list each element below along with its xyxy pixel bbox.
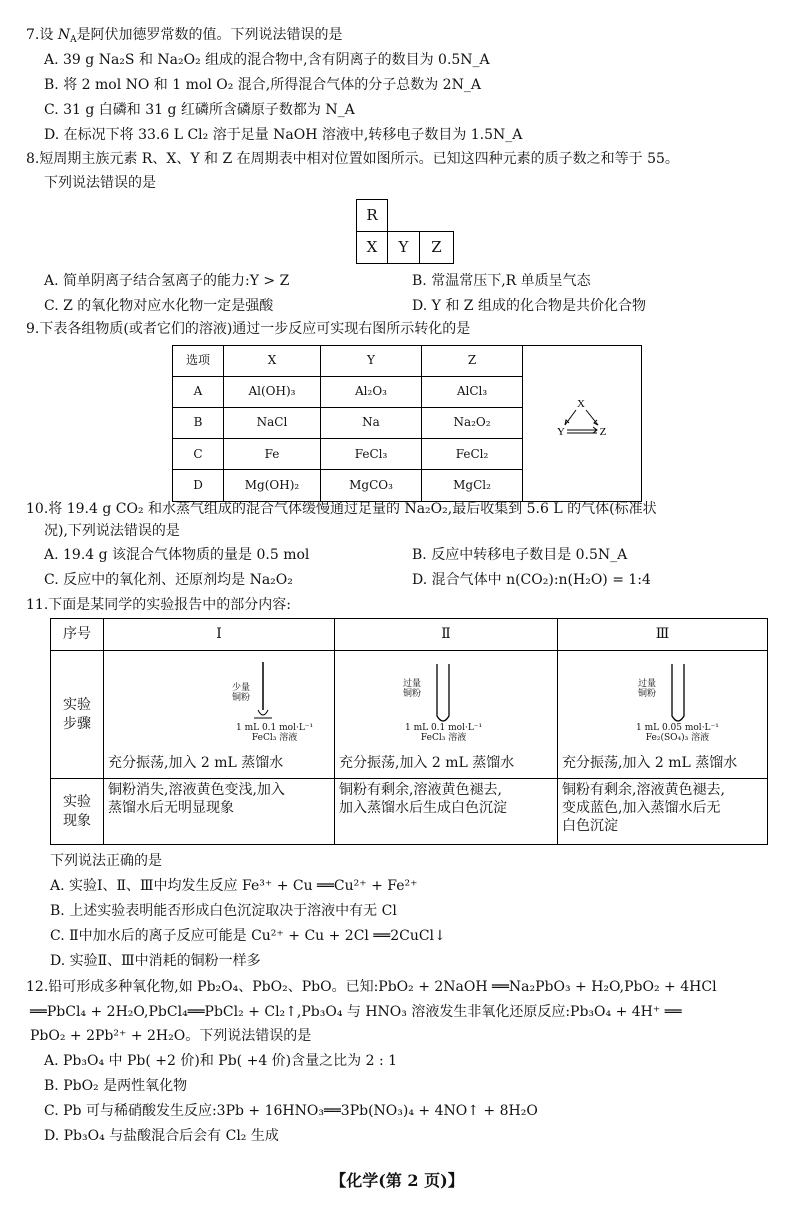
q12-option-a: A. Pb₃O₄ 中 Pb( +2 价)和 Pb( +4 价)含量之比为 2 : 1	[44, 1053, 398, 1069]
table-header: X	[224, 346, 321, 377]
table-cell: AlCl₃	[422, 377, 523, 408]
grid-cell-x: X	[356, 231, 388, 264]
table-cell: FeCl₃	[321, 439, 422, 470]
q11-stem: 11.下面是某同学的实验报告中的部分内容:	[26, 597, 291, 613]
tube-bottom-label-2: 1 mL 0.1 mol·L⁻¹ FeCl₃ 溶液	[405, 723, 483, 744]
table-cell: MgCl₂	[422, 470, 523, 501]
q7-option-c: C. 31 g 白磷和 31 g 红磷所含磷原子数都为 N_A	[44, 102, 355, 118]
tube-bottom-label-1: 1 mL 0.1 mol·L⁻¹ FeCl₃ 溶液	[236, 723, 314, 744]
table-cell: Na	[321, 408, 422, 439]
table-cell: A	[173, 377, 224, 408]
table-header: 序号	[51, 619, 104, 651]
q10-option-c: C. 反应中的氧化剂、还原剂均是 Na₂O₂	[44, 572, 293, 588]
table-cell: Fe	[224, 439, 321, 470]
row-label-steps: 实验 步骤	[51, 651, 104, 779]
table-header: Y	[321, 346, 422, 377]
table-header: Ⅱ	[335, 619, 558, 651]
diagram-label-x: X	[577, 398, 585, 410]
q8-option-c: C. Z 的氧化物对应水化物一定是强酸	[44, 298, 274, 314]
table-cell: FeCl₂	[422, 439, 523, 470]
tube-top-label-1: 少量 铜粉	[232, 683, 251, 704]
tube-figure-1	[108, 656, 330, 754]
phenomenon-1: 铜粉消失,溶液黄色变浅,加入 蒸馏水后无明显现象	[104, 779, 335, 845]
q8-option-a: A. 简单阴离子结合氢离子的能力:Y > Z	[44, 273, 290, 289]
diagram-label-z: Z	[599, 426, 607, 438]
grid-cell-r: R	[356, 199, 388, 232]
table-cell: Al₂O₃	[321, 377, 422, 408]
table-cell: MgCO₃	[321, 470, 422, 501]
table-header-row	[51, 619, 768, 651]
table-cell: Mg(OH)₂	[224, 470, 321, 501]
q8-stem-line2: 下列说法错误的是	[44, 175, 156, 191]
q8-stem-line1: 8.短周期主族元素 R、X、Y 和 Z 在周期表中相对位置如图所示。已知这四种元素的质子数之和等于 55。	[26, 151, 679, 167]
cycle-diagram-svg	[523, 346, 641, 496]
q11-prompt: 下列说法正确的是	[50, 853, 162, 869]
q12-stem-line3: PbO₂ + 2Pb²⁺ + 2H₂O。下列说法错误的是	[30, 1028, 312, 1044]
table-cell: D	[173, 470, 224, 501]
q12-stem-line1: 12.铅可形成多种氧化物,如 Pb₂O₄、PbO₂、PbO。已知:PbO₂ + 2NaOH ══Na₂PbO₃ + H₂O,PbO₂ + 4HCl	[26, 979, 717, 995]
q7-option-a: A. 39 g Na₂S 和 Na₂O₂ 组成的混合物中,含有阴离子的数目为 0.5N_A	[44, 52, 490, 68]
tube-top-label-3: 过量 铜粉	[638, 679, 657, 700]
table-row	[51, 779, 768, 845]
diagram-label-y: Y	[557, 426, 565, 438]
q10-option-b: B. 反应中转移电子数目是 0.5N_A	[412, 547, 628, 563]
table-cell: Na₂O₂	[422, 408, 523, 439]
q7-stem: 7.设 $N_A$是阿伏加德罗常数的值。下列说法错误的是	[26, 27, 343, 45]
q10-stem-line2: 况),下列说法错误的是	[44, 523, 180, 539]
q11-option-b: B. 上述实验表明能否形成白色沉淀取决于溶液中有无 Cl	[50, 903, 397, 919]
table-header: Z	[422, 346, 523, 377]
arrow-x-to-y	[565, 410, 576, 425]
q10-stem-line1: 10.将 19.4 g CO₂ 和水蒸气组成的混合气体缓慢通过足量的 Na₂O₂,最后收集到 5.6 L 的气体(标准状	[26, 501, 657, 517]
q12-option-c: C. Pb 可与稀硝酸发生反应:3Pb + 16HNO₃══3Pb(NO₃)₄ + 4NO↑ + 8H₂O	[44, 1103, 538, 1119]
q7-option-b: B. 将 2 mol NO 和 1 mol O₂ 混合,所得混合气体的分子总数为 2N_A	[44, 77, 481, 93]
table-row	[51, 651, 768, 779]
table-cell: C	[173, 439, 224, 470]
page-footer: 【化学(第 2 页)】	[330, 1171, 464, 1190]
test-tube-icon	[423, 664, 463, 730]
tube-top-label-2: 过量 铜粉	[403, 679, 422, 700]
q8-option-d: D. Y 和 Z 组成的化合物是共价化合物	[412, 298, 646, 314]
table-header: Ⅲ	[558, 619, 768, 651]
q12-stem-line2: ══PbCl₄ + 2H₂O,PbCl₄══PbCl₂ + Cl₂↑,Pb₃O₄ 与 HNO₃ 溶液发生非氧化还原反应:Pb₃O₄ + 4H⁺ ══	[30, 1004, 682, 1020]
step-cell-3	[558, 651, 768, 779]
q10-option-a: A. 19.4 g 该混合气体物质的量是 0.5 mol	[44, 547, 310, 563]
q11-table	[50, 618, 768, 845]
q11-option-a: A. 实验Ⅰ、Ⅱ、Ⅲ中均发生反应 Fe³⁺ + Cu ══Cu²⁺ + Fe²⁺	[50, 878, 418, 894]
q10-option-d: D. 混合气体中 n(CO₂):n(H₂O) = 1:4	[412, 572, 651, 588]
q7-option-d: D. 在标况下将 33.6 L Cl₂ 溶于足量 NaOH 溶液中,转移电子数目为 1.5N_A	[44, 127, 523, 143]
cycle-diagram	[523, 346, 642, 502]
tube-bottom-label-3: 1 mL 0.05 mol·L⁻¹ Fe₂(SO₄)₃ 溶液	[636, 723, 719, 744]
row-label-phenomena: 实验 现象	[51, 779, 104, 845]
grid-cell-z: Z	[419, 231, 454, 264]
table-cell: B	[173, 408, 224, 439]
q11-option-c: C. Ⅱ中加水后的离子反应可能是 Cu²⁺ + Cu + 2Cl ══2CuCl↓	[50, 928, 446, 944]
step-text-3: 充分振荡,加入 2 mL 蒸馏水	[562, 755, 738, 772]
table-header: 选项	[173, 346, 224, 377]
q9-table	[172, 345, 642, 502]
q11-option-d: D. 实验Ⅱ、Ⅲ中消耗的铜粉一样多	[50, 953, 261, 969]
phenomenon-3: 铜粉有剩余,溶液黄色褪去, 变成蓝色,加入蒸馏水后无 白色沉淀	[558, 779, 768, 845]
tube-figure-3	[562, 656, 763, 754]
step-text-2: 充分振荡,加入 2 mL 蒸馏水	[339, 755, 515, 772]
test-tube-icon	[658, 664, 698, 730]
grid-cell-y: Y	[387, 231, 420, 264]
q8-option-b: B. 常温常压下,R 单质呈气态	[412, 273, 591, 289]
table-header: Ⅰ	[104, 619, 335, 651]
step-cell-1	[104, 651, 335, 779]
q9-stem: 9.下表各组物质(或者它们的溶液)通过一步反应可实现右图所示转化的是	[26, 321, 471, 337]
phenomenon-2: 铜粉有剩余,溶液黄色褪去, 加入蒸馏水后生成白色沉淀	[335, 779, 558, 845]
table-cell: Al(OH)₃	[224, 377, 321, 408]
step-text-1: 充分振荡,加入 2 mL 蒸馏水	[108, 755, 284, 772]
q12-option-d: D. Pb₃O₄ 与盐酸混合后会有 Cl₂ 生成	[44, 1128, 279, 1144]
table-header-row	[173, 346, 642, 377]
tube-figure-2	[339, 656, 553, 754]
arrow-x-to-z	[586, 410, 598, 425]
step-cell-2	[335, 651, 558, 779]
q12-option-b: B. PbO₂ 是两性氧化物	[44, 1078, 188, 1094]
table-cell: NaCl	[224, 408, 321, 439]
